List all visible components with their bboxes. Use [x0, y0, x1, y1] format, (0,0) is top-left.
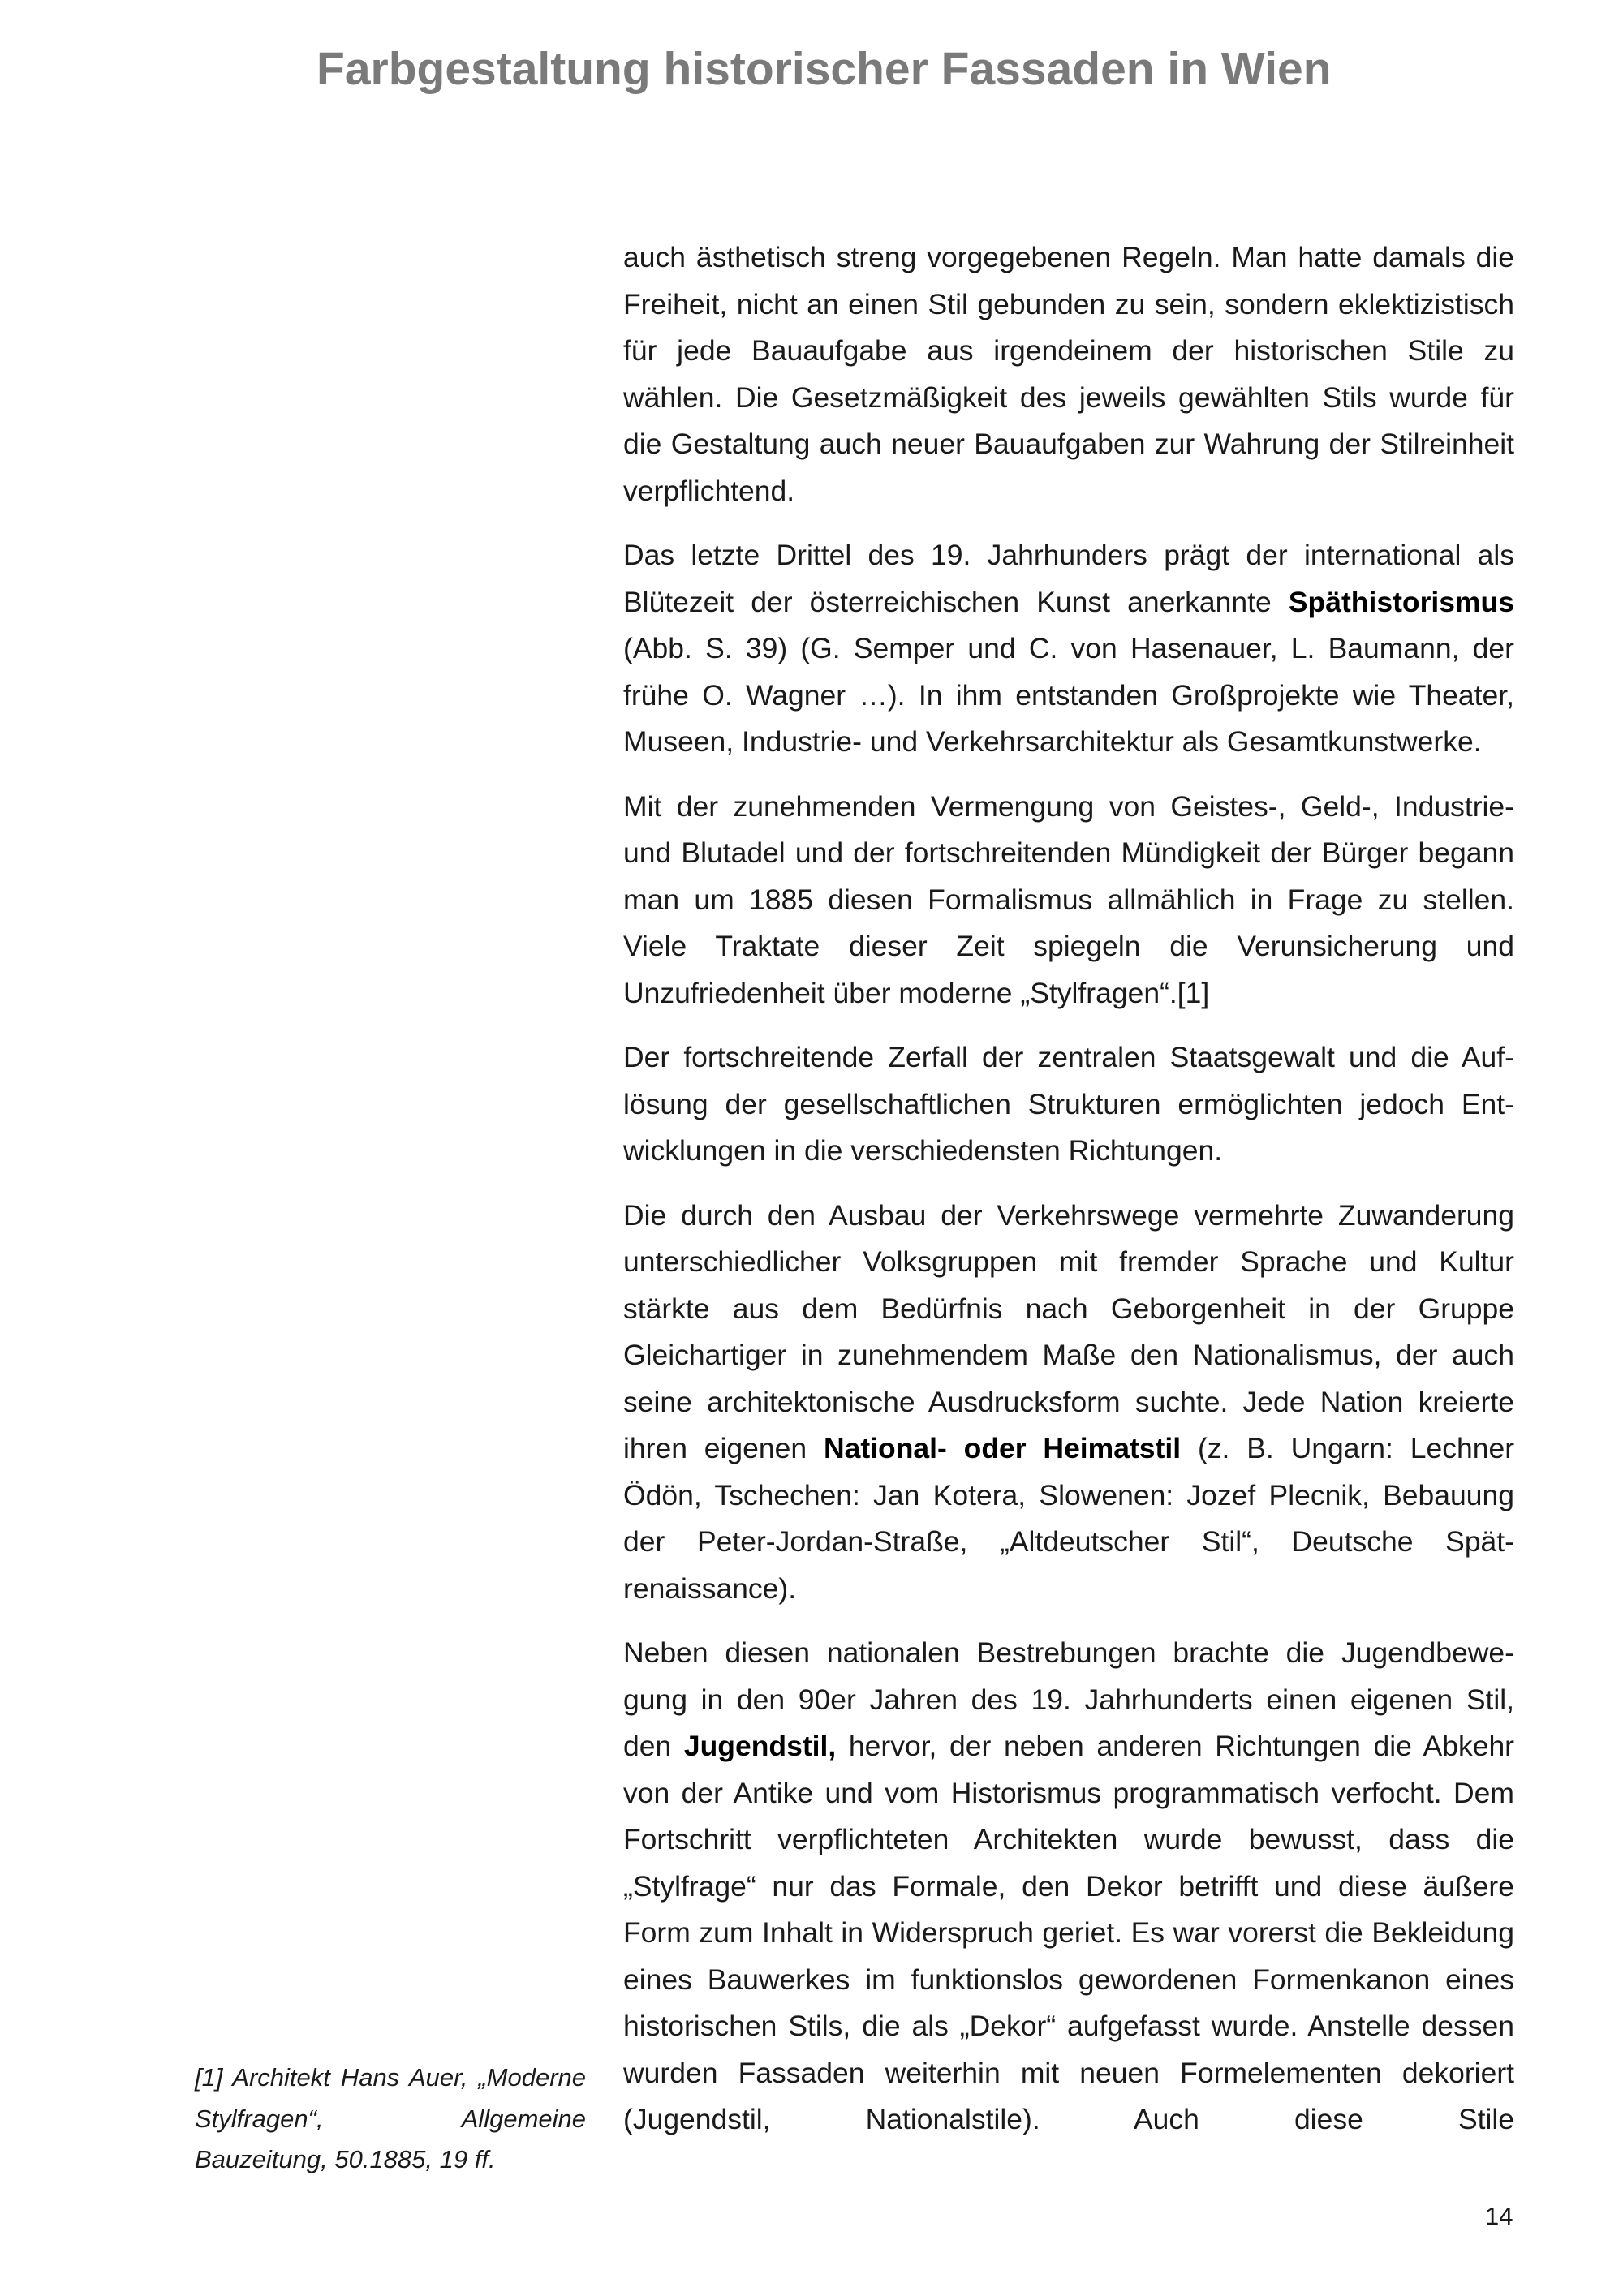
paragraph-5-text-b: (z. B. Ungarn: Lechner Ödön, Tschechen: Jan Kotera, Slowenen: Jozef Plecnik, Bebauung der Peter-Jordan-Straße, „Altdeutscher Stil“, Deutsche Spätrenaissance).: [623, 1432, 1515, 1605]
paragraph-5: [623, 1193, 1514, 1613]
paragraph-2: [623, 532, 1514, 766]
paragraph-6-text-b: hervor, der neben anderen Richtungen die Abkehr von der Antike und vom Historismus programmatisch verfocht. Dem Fortschritt verpflichteten Architekten wurde bewusst, dass die „Stylfrage“ nur das Formale, den Dekor betrifft und diese äußere Form zum Inhalt in Widerspruch geriet. Es war vorerst die Bekleidung eines Bauwerkes im funktionslos gewordenen Formenkanon eines historischen Stils, die als „Dekor“ aufgefasst wurde. Anstelle dessen wurden Fassaden weiterhin mit neuen Formelementen dekoriert (Jugendstil, Nationalstile). Auch diese Stile: [623, 1730, 1515, 2135]
term-heimatstil: National- oder Heimatstil: [823, 1432, 1182, 1464]
paragraph-2-text-a: Das letzte Drittel des 19. Jahrhunders prägt der international als Blütezeit der österreichischen Kunst anerkannte: [623, 539, 1514, 618]
paragraph-6: [623, 1630, 1514, 2143]
paragraph-2-text-b: (Abb. S. 39) (G. Semper und C. von Hasenauer, L. Baumann, der frühe O. Wagner …). In ihm entstanden Großprojekte wie Theater, Museen, Industrie- und Verkehrsarchitektur als Gesamtkunstwerke.: [623, 632, 1514, 758]
page-title: Farbgestaltung historischer Fassaden in Wien: [316, 43, 1332, 95]
paragraph-1: auch ästhetisch streng vorgegebenen Regeln. Man hatte damals die Freiheit, nicht an einen Stil gebunden zu sein, sondern eklektizistisch für jede Bauaufgabe aus irgendeinem der historischen Stile zu wählen. Die Gesetzmäßigkeit des jeweils gewählten Stils wurde für die Gestaltung auch neuer Bauaufgaben zur Wahrung der Stilreinheit verpflichtend.: [623, 241, 1514, 507]
paragraph-3: Mit der zunehmenden Vermengung von Geistes-, Geld-, Industrie- und Blutadel und der fortschreitenden Mündigkeit der Bürger begann man um 1885 diesen Formalismus allmählich in Frage zu stellen. Viele Traktate dieser Zeit spiegeln die Verunsicherung und Unzufriedenheit über moderne „Stylfragen“.[1]: [623, 789, 1514, 1009]
page-number: 14: [1485, 2202, 1513, 2230]
paragraph-5-text-a: Die durch den Ausbau der Verkehrswege vermehrte Zuwanderung unterschiedlicher Volksgruppen mit fremder Sprache und Kultur stärkte aus dem Bedürfnis nach Geborgenheit in der Gruppe Gleichartiger in zunehmendem Maße den Nationalismus, der auch seine architektonische Ausdrucksform suchte. Jede Nation kreierte ihren eigenen: [623, 1198, 1514, 1464]
paragraph-4: Der fortschreitende Zerfall der zentralen Staatsgewalt und die Auflösung der gesellschaftlichen Strukturen ermöglichten jedoch Entwicklungen in die verschiedensten Richtungen.: [623, 1041, 1514, 1167]
term-spaethistorismus: Späthistorismus: [1288, 585, 1514, 618]
footnote: [1] Architekt Hans Auer, „Moderne Stylfragen“, Allgemeine Bauzeitung, 50.1885, 19 ff.: [195, 2063, 586, 2173]
body-text-column: [623, 234, 1514, 2161]
term-jugendstil: Jugendstil,: [683, 1730, 837, 1762]
paragraph-6-text-a: Neben diesen nationalen Bestrebungen brachte die Jugendbewegung in den 90er Jahren des 19. Jahrhunderts einen eigenen Stil, den: [623, 1636, 1514, 1762]
